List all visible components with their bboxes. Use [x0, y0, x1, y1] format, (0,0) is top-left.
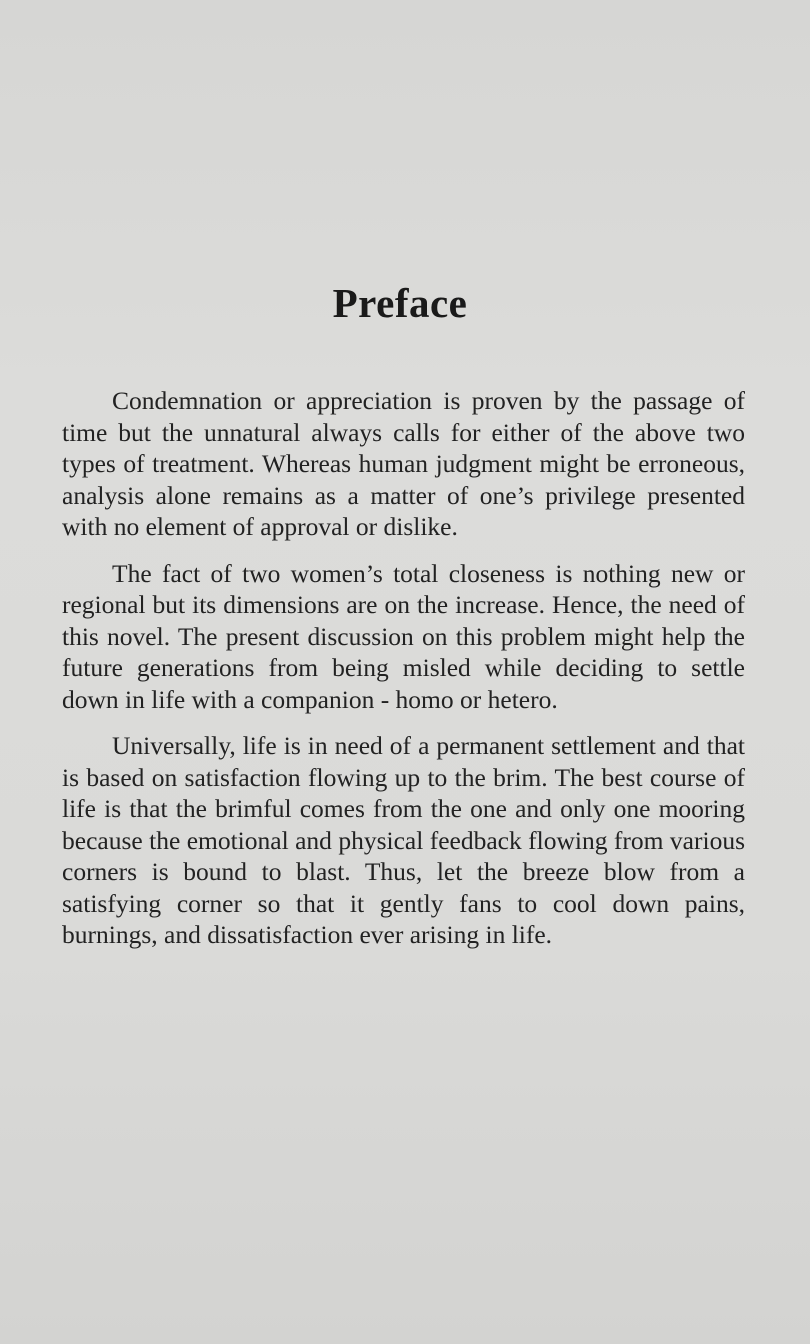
paragraph-2: The fact of two women’s total closeness is nothing new or regional but its dimensions are on the increase. Hence, the need of this novel. The present discussion on this problem might help the future generations from being misled while deciding to settle down in life with a companion - homo or hetero. [62, 558, 745, 714]
paragraph-1: Condemnation or appreciation is proven by the passage of time but the unnatural always calls for either of the above two types of treatment. Whereas human judgment might be erroneous, analysis alone remains as a matter of one’s privilege presented with no element of approval or dislike. [62, 386, 745, 541]
paragraph-3: Universally, life is in need of a permanent settlement and that is based on satisfaction flowing up to the brim. The best course of life is that the brimful comes from the one and only one mooring because the emotional and physical feedback flowing from various corners is bound to blast. Thus, let the breeze blow from a satisfying corner so that it gently fans to cool down pains, burnings, and dissatisfaction ever arising in life. [62, 731, 745, 949]
preface-body [62, 385, 745, 966]
page-title: Preface [332, 280, 468, 327]
